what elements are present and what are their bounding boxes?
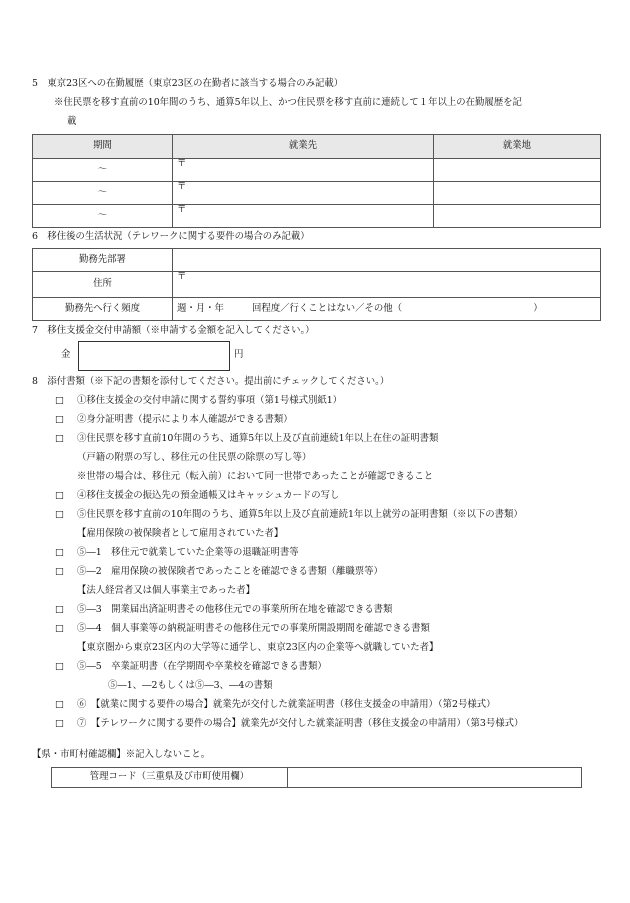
section5-title: 5 東京23区への在勤履歴（東京23区の在勤者に該当する場合のみ記載）: [32, 78, 344, 89]
checkbox[interactable]: □: [55, 509, 64, 520]
table-row: [52, 768, 582, 788]
attachment-item-2[interactable]: □ ②身分証明書（提示により本人確認ができる書類）: [55, 414, 293, 425]
checkbox[interactable]: □: [55, 433, 64, 444]
checkbox[interactable]: □: [55, 414, 64, 425]
checkbox[interactable]: □: [55, 661, 64, 672]
address-field[interactable]: 〒: [173, 272, 601, 298]
header-employer: 就業先: [173, 135, 434, 159]
period-cell[interactable]: ～: [33, 182, 173, 205]
table-row: [33, 205, 601, 228]
attachment-item-3[interactable]: □ ③住民票を移す直前10年間のうち、通算5年以上及び直前連続1年以上在住の証明書類: [55, 433, 439, 444]
living-status-table: [32, 248, 601, 321]
header-period: 期間: [33, 135, 173, 159]
attachment-group-heading: 【雇用保険の被保険者として雇用されていた者】: [77, 528, 284, 539]
frequency-field[interactable]: 週・月・年 回程度／行くことはない／その他（ ）: [173, 298, 601, 321]
attachment-item-6[interactable]: □ ⑥ 【就業に関する要件の場合】就業先が交付した就業証明書（移住支援金の申請用）（第2号様式）: [55, 699, 496, 710]
amount-prefix: 金: [61, 349, 71, 360]
amount-suffix: 円: [234, 349, 244, 360]
department-label: 勤務先部署: [33, 249, 173, 272]
attachment-item-5-1[interactable]: □ ⑤―1 移住元で就業していた企業等の退職証明書等: [55, 547, 299, 558]
frequency-label: 勤務先へ行く頻度: [33, 298, 173, 321]
work-history-table: [32, 134, 601, 228]
period-cell[interactable]: ～: [33, 159, 173, 182]
checkbox[interactable]: □: [55, 566, 64, 577]
checkbox[interactable]: □: [55, 623, 64, 634]
attachment-item-7[interactable]: □ ⑦ 【テレワークに関する要件の場合】就業先が交付した就業証明書（移住支援金の申請用）（第3号様式）: [55, 718, 524, 729]
checkbox[interactable]: □: [55, 395, 64, 406]
management-code-label: 管理コード（三重県及び市町使用欄）: [52, 768, 288, 788]
section5-note-line1: ※住民票を移す直前の10年間のうち、通算5年以上、かつ住民票を移す直前に連続して１年以上の在勤履歴を記: [54, 97, 522, 108]
attachment-item-1[interactable]: □ ①移住支援金の交付申請に関する誓約事項（第1号様式別紙1）: [55, 395, 343, 406]
employer-cell[interactable]: 〒: [173, 182, 434, 205]
checkbox[interactable]: □: [55, 604, 64, 615]
section8-title: 8 添付書類（※下記の書類を添付してください。提出前にチェックしてください。）: [32, 376, 390, 387]
management-code-field[interactable]: [288, 768, 582, 788]
address-label: 住所: [33, 272, 173, 298]
section5-note-line2: 載: [67, 116, 77, 127]
table-row: [33, 182, 601, 205]
table-row: [33, 249, 601, 272]
checkbox[interactable]: □: [55, 718, 64, 729]
work-location-cell[interactable]: [434, 159, 601, 182]
section6-title: 6 移住後の生活状況（テレワークに関する要件の場合のみ記載）: [32, 231, 310, 242]
table-row: [33, 298, 601, 321]
section7-title: 7 移住支援金交付申請額（※申請する金額を記入してください。）: [32, 325, 315, 336]
work-location-cell[interactable]: [434, 205, 601, 228]
table-row: [33, 159, 601, 182]
table-row: [33, 272, 601, 298]
amount-input[interactable]: [78, 341, 230, 371]
checkbox[interactable]: □: [55, 490, 64, 501]
attachment-item-5-4[interactable]: □ ⑤―4 個人事業等の納税証明書その他移住元での事業所開設期間を確認できる書類: [55, 623, 430, 634]
checkbox[interactable]: □: [55, 547, 64, 558]
period-cell[interactable]: ～: [33, 205, 173, 228]
attachment-item-5-2[interactable]: □ ⑤―2 雇用保険の被保険者であったことを確認できる書類（離職票等）: [55, 566, 383, 577]
employer-cell[interactable]: 〒: [173, 205, 434, 228]
confirmation-table: [51, 767, 582, 788]
attachment-group-heading: 【東京圏から東京23区内の大学等に通学し、東京23区内の企業等へ就職していた者】: [77, 642, 439, 653]
checkbox[interactable]: □: [55, 699, 64, 710]
attachment-item-5[interactable]: □ ⑤住民票を移す直前の10年間のうち、通算5年以上及び直前連続1年以上就労の証明書類（※以下の書類）: [55, 509, 523, 520]
attachment-note: ⑤―1、―2もしくは⑤―3、―4の書類: [108, 680, 273, 691]
attachment-item-5-5[interactable]: □ ⑤―5 卒業証明書（在学期間や卒業校を確認できる書類）: [55, 661, 327, 672]
confirmation-title: 【県・市町村確認欄】※記入しないこと。: [32, 749, 211, 760]
header-work-location: 就業地: [434, 135, 601, 159]
attachment-group-heading: 【法人経営者又は個人事業主であった者】: [77, 585, 256, 596]
attachment-note: （戸籍の附票の写し、移住元の住民票の除票の写し等）: [77, 452, 312, 463]
attachment-note: ※世帯の場合は、移住元（転入前）において同一世帯であったことが確認できること: [77, 471, 434, 482]
work-location-cell[interactable]: [434, 182, 601, 205]
department-field[interactable]: [173, 249, 601, 272]
employer-cell[interactable]: 〒: [173, 159, 434, 182]
attachment-item-5-3[interactable]: □ ⑤―3 開業届出済証明書その他移住元での事業所所在地を確認できる書類: [55, 604, 393, 615]
attachment-item-4[interactable]: □ ④移住支援金の振込先の預金通帳又はキャッシュカードの写し: [55, 490, 340, 501]
